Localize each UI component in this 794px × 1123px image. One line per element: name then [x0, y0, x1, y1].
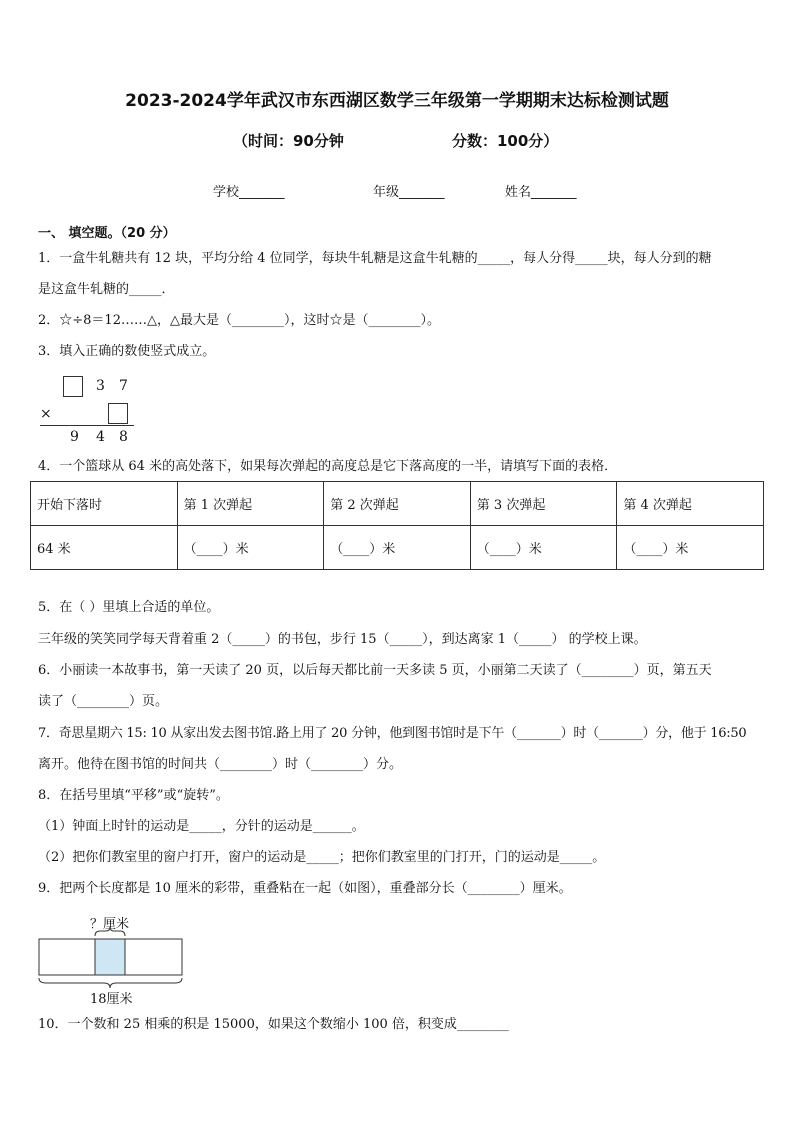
exam-time: （时间：90分钟 [233, 132, 344, 150]
blank-box-top[interactable] [63, 376, 83, 397]
bounce-table [30, 481, 764, 570]
question-9: 9．把两个长度都是 10 厘米的彩带，重叠粘在一起（如图），重叠部分长（________）厘米。 [38, 881, 572, 896]
table-cell[interactable]: （____）米 [470, 526, 617, 570]
school-field: 学校_______ [213, 185, 285, 200]
table-header-cell: 第 2 次弹起 [324, 482, 471, 526]
calc-digit: 3 [96, 378, 105, 394]
question-8-part-2: （2）把你们教室里的窗户打开，窗户的运动是_____；把你们教室里的门打开，门的运动是_____。 [38, 850, 606, 865]
table-row [31, 482, 764, 526]
question-7-line-2: 离开。他待在图书馆的时间共（________）时（________）分。 [38, 757, 403, 772]
grade-field: 年级_______ [373, 185, 445, 200]
table-row [31, 526, 764, 570]
question-1-line-1: 1．一盒牛轧糖共有 12 块，平均分给 4 位同学，每块牛轧糖是这盒牛轧糖的_____，每人分得_____块，每人分到的糖 [38, 251, 712, 266]
question-4: 4．一个篮球从 64 米的高处落下，如果每次弹起的高度总是它下落高度的一半，请填写下面的表格． [38, 459, 618, 474]
table-header-cell: 第 1 次弹起 [177, 482, 324, 526]
table-header-cell: 第 3 次弹起 [470, 482, 617, 526]
table-cell: 64 米 [31, 526, 178, 570]
question-10: 10．一个数和 25 相乘的积是 15000，如果这个数缩小 100 倍，积变成________ [38, 1017, 509, 1032]
question-3: 3．填入正确的数使竖式成立。 [38, 344, 216, 359]
blank-box-multiplier[interactable] [108, 403, 128, 424]
table-cell[interactable]: （____）米 [177, 526, 324, 570]
calc-digit: 7 [119, 378, 128, 394]
calc-digit: 9 [70, 429, 79, 445]
question-7-line-1: 7．奇思星期六 15: 10 从家出发去图书馆.路上用了 20 分钟，他到图书馆时是下午（_______）时（_______）分，他于 16:50 [38, 726, 747, 741]
calc-digit: 4 [96, 429, 105, 445]
question-8-part-1: （1）钟面上时针的运动是_____，分针的运动是______。 [38, 819, 365, 834]
page-title: 2023-2024学年武汉市东西湖区数学三年级第一学期期末达标检测试题 [125, 91, 669, 111]
table-header-cell: 开始下落时 [31, 482, 178, 526]
times-sign: × [40, 406, 52, 422]
table-header-cell: 第 4 次弹起 [617, 482, 764, 526]
question-6-line-1: 6．小丽读一本故事书，第一天读了 20 页，以后每天都比前一天多读 5 页，小丽第二天读了（________）页，第五天 [38, 663, 712, 678]
calc-rule-line [40, 425, 134, 426]
total-length-label: 18厘米 [90, 992, 133, 1007]
section-heading: 一、 填空题。（20 分） [38, 226, 176, 241]
question-1-line-2: 是这盒牛轧糖的_____． [38, 282, 175, 297]
name-field: 姓名_______ [505, 185, 577, 200]
table-cell[interactable]: （____）米 [324, 526, 471, 570]
question-8: 8．在括号里填“平移”或“旋转”。 [38, 788, 229, 803]
question-2: 2．☆÷8＝12……△，△最大是（________），这时☆是（________）。 [38, 313, 440, 328]
table-cell[interactable]: （____）米 [617, 526, 764, 570]
overlap-label: ？厘米 [90, 917, 130, 932]
question-6-line-2: 读了（________）页。 [38, 694, 169, 709]
question-5-line-2: 三年级的笑笑同学每天背着重 2（_____）的书包，步行 15（_____），到达离家 1（_____） 的学校上课。 [38, 632, 647, 647]
question-5: 5．在（ ）里填上合适的单位。 [38, 600, 220, 615]
exam-score: 分数：100分） [452, 132, 559, 150]
calc-digit: 8 [119, 429, 128, 445]
